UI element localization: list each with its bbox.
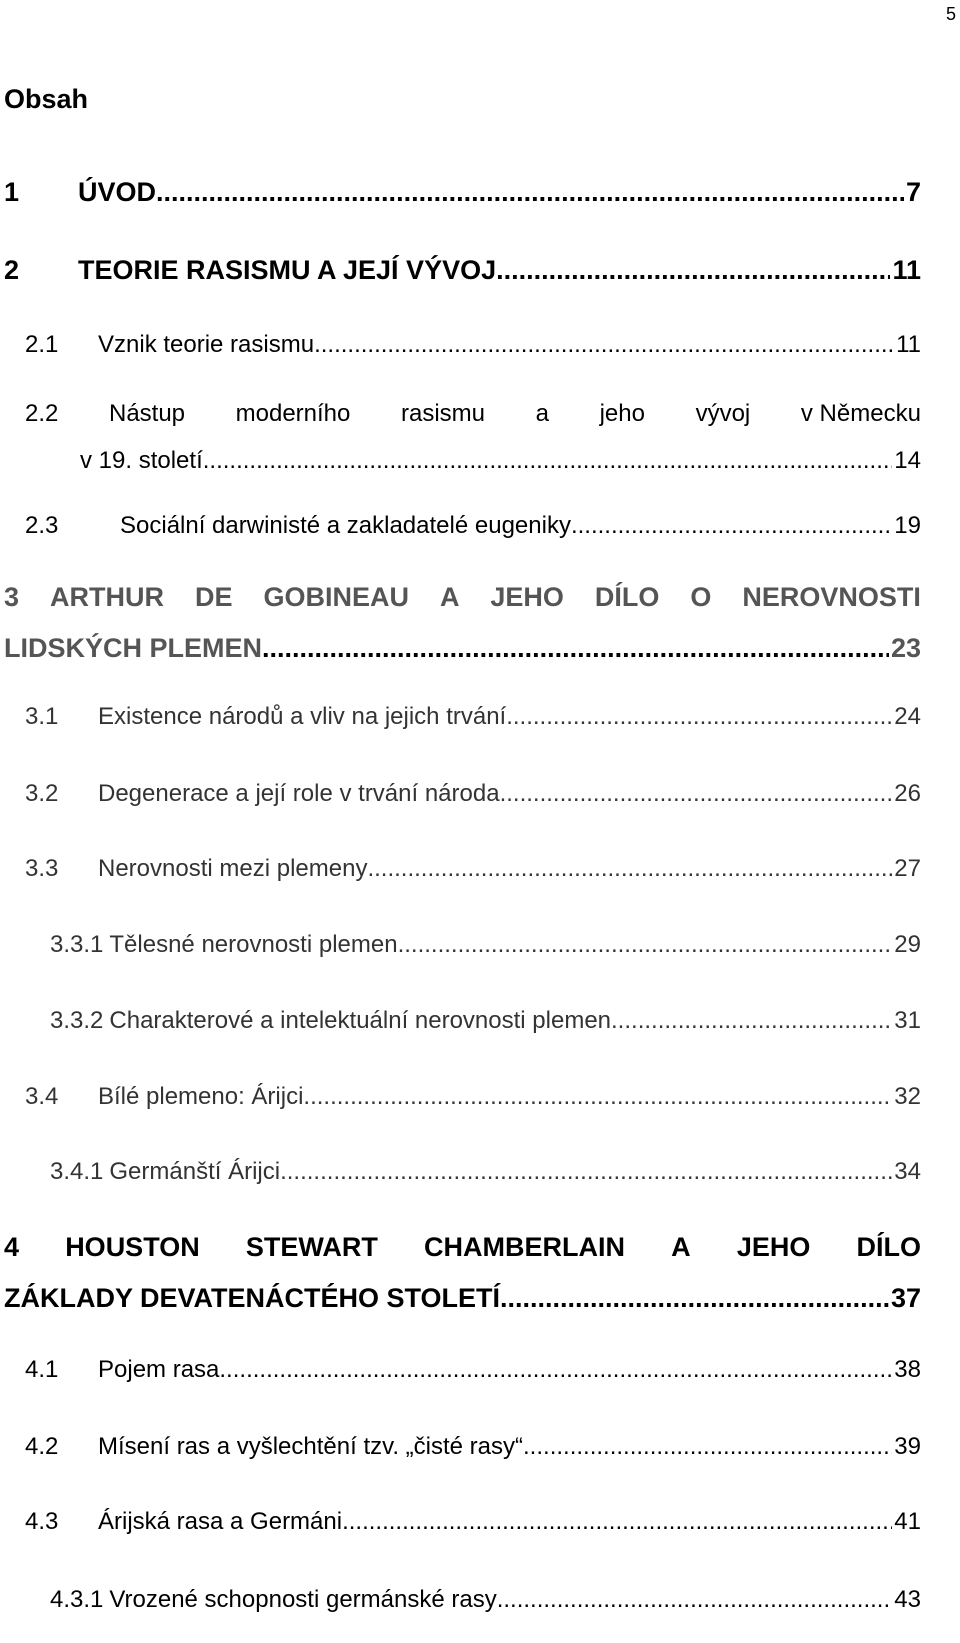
entry-title: Sociální darwinisté a zakladatelé eugeniky	[120, 512, 571, 539]
entry-title: Pojem rasa	[98, 1356, 220, 1383]
entry-title-word: rasismu	[401, 400, 486, 427]
dot-leader	[280, 1158, 892, 1186]
entry-title-word: JEHO	[490, 582, 564, 612]
dot-leader	[611, 1007, 892, 1035]
entry-page: 14	[894, 447, 921, 474]
entry-title-word: STEWART	[245, 1232, 378, 1262]
entry-page: 38	[894, 1356, 921, 1383]
entry-page: 19	[894, 512, 921, 539]
entry-number: 3.1	[25, 703, 59, 730]
entry-page: 39	[894, 1433, 921, 1460]
entry-title: Mísení ras a vyšlechtění tzv. „čisté rasy“	[98, 1433, 524, 1460]
dot-leader	[156, 177, 904, 208]
entry-title-word: CHAMBERLAIN	[424, 1232, 625, 1262]
entry-title-word: 3	[4, 582, 20, 612]
toc-entry-4-3-1[interactable]	[50, 1586, 921, 1614]
entry-title-word: HOUSTON	[65, 1232, 200, 1262]
entry-title-word: moderního	[235, 400, 351, 427]
entry-title: Vznik teorie rasismu	[98, 331, 315, 358]
entry-page: 27	[894, 855, 921, 882]
entry-page: 32	[894, 1083, 921, 1110]
entry-page: 24	[894, 703, 921, 730]
entry-page: 11	[892, 255, 921, 285]
dot-leader	[314, 331, 894, 359]
entry-title-word: vývoj	[695, 400, 751, 427]
toc-entry-3-4[interactable]	[25, 1083, 921, 1111]
dot-leader	[262, 633, 889, 664]
toc-entry-3-3[interactable]	[25, 855, 921, 883]
toc-entry-3-line1[interactable]	[4, 582, 921, 613]
dot-leader	[506, 703, 892, 731]
entry-title-word: Nástup	[108, 400, 186, 427]
toc-entry-2-3[interactable]	[25, 512, 921, 540]
entry-page: 11	[896, 331, 921, 358]
toc-entry-4-3[interactable]	[25, 1508, 921, 1536]
entry-page: 41	[894, 1508, 921, 1535]
entry-number: 3.3	[25, 855, 59, 882]
entry-number: 3.2	[25, 780, 59, 807]
toc-entry-3-line2[interactable]	[4, 633, 921, 664]
page-number: 5	[945, 4, 956, 24]
entry-title-word: O	[690, 582, 712, 612]
dot-leader	[500, 1283, 889, 1314]
entry-title: Existence národů a vliv na jejich trvání	[98, 703, 507, 730]
toc-entry-1[interactable]	[4, 177, 921, 208]
entry-page: 43	[894, 1586, 921, 1613]
entry-title: Degenerace a její role v trvání národa	[98, 780, 500, 807]
toc-entry-3-2[interactable]	[25, 780, 921, 808]
toc-entry-2-1[interactable]	[25, 331, 921, 359]
entry-number: 3.3.2	[50, 1007, 104, 1034]
toc-entry-2[interactable]	[4, 255, 921, 286]
entry-title-word: jeho	[599, 400, 645, 427]
toc-entry-2-2-line2[interactable]	[80, 447, 921, 475]
entry-number: 2	[4, 255, 20, 285]
dot-leader	[219, 1356, 892, 1384]
entry-title: TEORIE RASISMU A JEJÍ VÝVOJ	[78, 255, 497, 285]
entry-number: 4.3	[25, 1508, 59, 1535]
toc-entry-4-line1[interactable]	[4, 1232, 921, 1263]
toc-entry-4-2[interactable]	[25, 1433, 921, 1461]
toc-entry-3-3-2[interactable]	[50, 1007, 921, 1035]
entry-number: 1	[4, 177, 20, 207]
dot-leader	[523, 1433, 892, 1461]
dot-leader	[496, 255, 890, 286]
entry-page: 26	[894, 780, 921, 807]
entry-number: 3.4.1	[50, 1158, 104, 1185]
entry-title: ÚVOD	[78, 177, 157, 207]
entry-number: 4.1	[25, 1356, 59, 1383]
toc-entry-4-1[interactable]	[25, 1356, 921, 1384]
entry-page: 29	[894, 931, 921, 958]
entry-title-word: A	[439, 582, 460, 612]
entry-page: 34	[894, 1158, 921, 1185]
entry-title: Bílé plemeno: Árijci	[98, 1083, 304, 1110]
dot-leader	[367, 855, 892, 883]
entry-title-word: ARTHUR	[50, 582, 164, 612]
toc-entry-3-4-1[interactable]	[50, 1158, 921, 1186]
toc-title: Obsah	[4, 84, 89, 114]
dot-leader	[303, 1083, 892, 1111]
dot-leader	[500, 780, 893, 808]
dot-leader	[398, 931, 893, 959]
entry-title-word: a	[535, 400, 549, 427]
entry-title-word: JEHO	[736, 1232, 811, 1262]
entry-number: 2.1	[25, 331, 59, 358]
entry-title-word: DÍLO	[594, 582, 660, 612]
entry-title: v 19. století	[80, 447, 203, 474]
entry-title-word: 4	[4, 1232, 20, 1262]
entry-number: 2.2	[25, 400, 59, 427]
entry-page: 23	[890, 633, 921, 663]
entry-title: ZÁKLADY DEVATENÁCTÉHO STOLETÍ	[4, 1283, 501, 1313]
entry-number: 4.2	[25, 1433, 59, 1460]
entry-title: Charakterové a intelektuální nerovnosti plemen	[109, 1007, 612, 1034]
toc-entry-4-line2[interactable]	[4, 1283, 921, 1314]
entry-page: 31	[894, 1007, 921, 1034]
entry-title-word: DE	[194, 582, 233, 612]
entry-number: 3.4	[25, 1083, 59, 1110]
dot-leader	[342, 1508, 892, 1536]
entry-page: 37	[890, 1283, 921, 1313]
entry-title-word: v Německu	[800, 400, 921, 427]
entry-title-word: GOBINEAU	[263, 582, 409, 612]
toc-entry-2-2-line1[interactable]	[25, 400, 921, 428]
entry-title: Tělesné nerovnosti plemen	[109, 931, 398, 958]
toc-entry-3-1[interactable]	[25, 703, 921, 731]
entry-title: Vrozené schopnosti germánské rasy	[109, 1586, 497, 1613]
entry-title: Nerovnosti mezi plemeny	[98, 855, 368, 882]
entry-title-word: DÍLO	[856, 1232, 921, 1262]
toc-entry-3-3-1[interactable]	[50, 931, 921, 959]
dot-leader	[497, 1586, 893, 1614]
entry-number: 2.3	[25, 512, 59, 539]
entry-title: Germánští Árijci	[109, 1158, 281, 1185]
dot-leader	[571, 512, 892, 540]
entry-title-word: NEROVNOSTI	[742, 582, 921, 612]
dot-leader	[203, 447, 893, 475]
entry-number: 3.3.1	[50, 931, 104, 958]
entry-page: 7	[905, 177, 921, 207]
entry-number: 4.3.1	[50, 1586, 104, 1613]
entry-title-word: A	[671, 1232, 691, 1262]
entry-title: LIDSKÝCH PLEMEN	[4, 633, 263, 663]
entry-title: Árijská rasa a Germáni	[98, 1508, 343, 1535]
